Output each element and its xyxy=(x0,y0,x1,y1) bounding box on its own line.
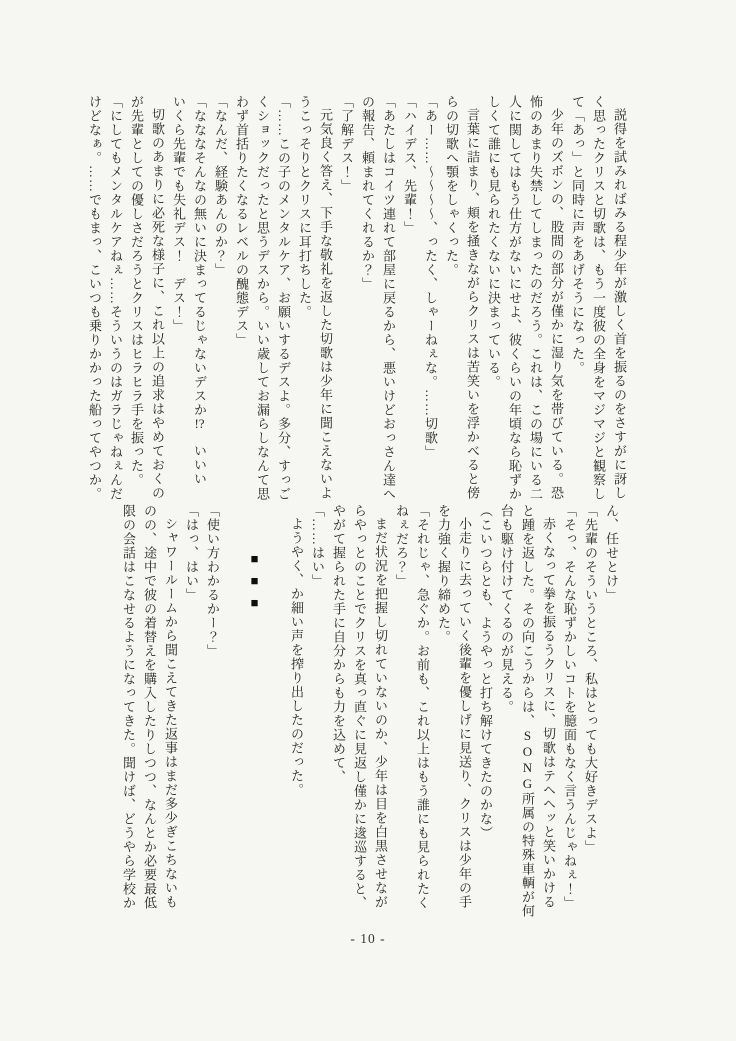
text-column: けどなぁ。……でもまっ、こいつも乗りかかった船ってやつか。 xyxy=(87,95,102,501)
text-column: 「にしてもメンタルケアねぇ……そういうのはガラじゃねぇんだ xyxy=(108,95,123,501)
text-column: て「あっ」と同時に声をあげそうになった。 xyxy=(570,95,585,375)
text-column: （こいつらとも、ようやっと打ち解けてきたのかな） xyxy=(478,504,493,840)
text-column: 「そっ、そんな恥ずかしいコトを臆面もなく言うんじゃねぇ！」 xyxy=(562,504,577,910)
text-column: と踵を返した。その向こうからは、SONG所属の特殊車輌が何 xyxy=(520,504,535,918)
text-column: 「先輩のそういうところ、私はとっても大好きデスよ」 xyxy=(583,504,598,854)
text-column: 台も駆け付けてくるのが見える。 xyxy=(499,504,514,714)
text-column: 「なんだ、経験あんのか？」 xyxy=(213,95,228,277)
text-column: 人に関してはもう仕方がないにせよ、彼くらいの年頃なら恥ずか xyxy=(507,95,522,501)
text-column: シャワールームから聞こえてきた返事はまだ多少ぎこちないも xyxy=(163,517,178,909)
text-column: 「はっ、はい」 xyxy=(184,504,199,602)
text-column: のの、途中で彼の着替えを購入したりしつつ、なんとか必要最低 xyxy=(142,504,157,910)
lower-text-block xyxy=(84,504,622,921)
text-column: の報告、頼まれてくれるか？」 xyxy=(360,95,375,291)
text-column: くショックだったと思うデスから。いい歳してお漏らしなんて思 xyxy=(255,95,270,501)
text-column: 「ハイデス、先輩！」 xyxy=(402,95,417,235)
scene-break-marker: ■■■ xyxy=(247,551,262,617)
text-column: やがて握られた手に自分からも力を込めて、 xyxy=(331,504,346,784)
text-column: うこっそりとクリスに耳打ちした。 xyxy=(297,95,312,319)
text-column: 赤くなって拳を振るうクリスに、切歌はテヘヘッと笑いかける xyxy=(541,517,556,909)
text-column: しくて誰にも見られたくないに決まっている。 xyxy=(486,95,501,389)
text-column: が先輩としての優しさだろうとクリスはヒラヒラ手を振った。 xyxy=(129,95,144,487)
text-column: 説得を試みればみる程少年が激しく首を振るのをさすがに訝し xyxy=(612,108,627,500)
text-column: まだ状況を把握し切れていないのか、少年は目を白黒させなが xyxy=(373,517,388,909)
combined-exclamation-question: !? xyxy=(194,417,205,430)
text-column: 限の会話はこなせるようになってきた。聞けば、どうやら学校か xyxy=(121,504,136,910)
text-column: 元気良く答え、下手な敬礼を返した切歌は少年に聞こえないよ xyxy=(318,108,333,500)
text-column: を力強く握り締めた。 xyxy=(436,504,451,644)
text-column: ねぇだろ？」 xyxy=(394,504,409,588)
upper-text-block xyxy=(78,95,630,501)
text-column: 言葉に詰まり、頬を掻きながらクリスは苦笑いを浮かべると傍 xyxy=(465,108,480,500)
page-number: - 10 - xyxy=(350,931,386,946)
text-column: らの切歌へ顎をしゃくった。 xyxy=(444,95,459,277)
text-column: わず首括りたくなるレベルの醜態デス」 xyxy=(234,95,249,347)
text-column: 少年のズボンの、股間の部分が僅かに湿り気を帯びている。恐 xyxy=(549,108,564,500)
text-column: らやっとのことでクリスを真っ直ぐに見返し僅かに逡巡すると、 xyxy=(352,504,367,910)
text-column: 「使い方わかるかー？」 xyxy=(205,504,220,658)
text-column: 怖のあまり失禁してしまったのだろう。これは、この場にいる二 xyxy=(528,95,543,501)
text-column: ん、任せとけ」 xyxy=(604,504,619,602)
text-column: 切歌のあまりに必死な様子に、これ以上の追求はやめておくの xyxy=(150,108,165,500)
text-column: 「それじゃ、急ぐか。お前も、これ以上はもう誰にも見られたく xyxy=(415,504,430,910)
text-column: いくら先輩でも失礼デス！ デス！」 xyxy=(171,95,186,333)
text-column: 「……この子のメンタルケア、お願いするデスよ。多分、すっご xyxy=(276,95,291,501)
text-column: く思ったクリスと切歌は、もう一度彼の全身をマジマジと観察し xyxy=(591,95,606,501)
text-column: 「あたしはコイツ連れて部屋に戻るから、悪いけどおっさん達へ xyxy=(381,95,396,501)
text-column: 「なななそんなの無いに決まってるじゃないデスか!? いいい xyxy=(192,95,207,486)
text-column: 「了解デス！」 xyxy=(339,95,354,193)
text-column: 「……はい」 xyxy=(310,504,325,588)
text-column: 「あー……〜〜〜〜、ったく、しゃーねぇな。……切歌」 xyxy=(423,95,438,459)
text-column: 小走りに去っていく後輩を優しげに見送り、クリスは少年の手 xyxy=(457,517,472,909)
upright-latin-run: SONG xyxy=(520,728,535,792)
text-column: ようやく、か細い声を搾り出したのだった。 xyxy=(289,517,304,797)
